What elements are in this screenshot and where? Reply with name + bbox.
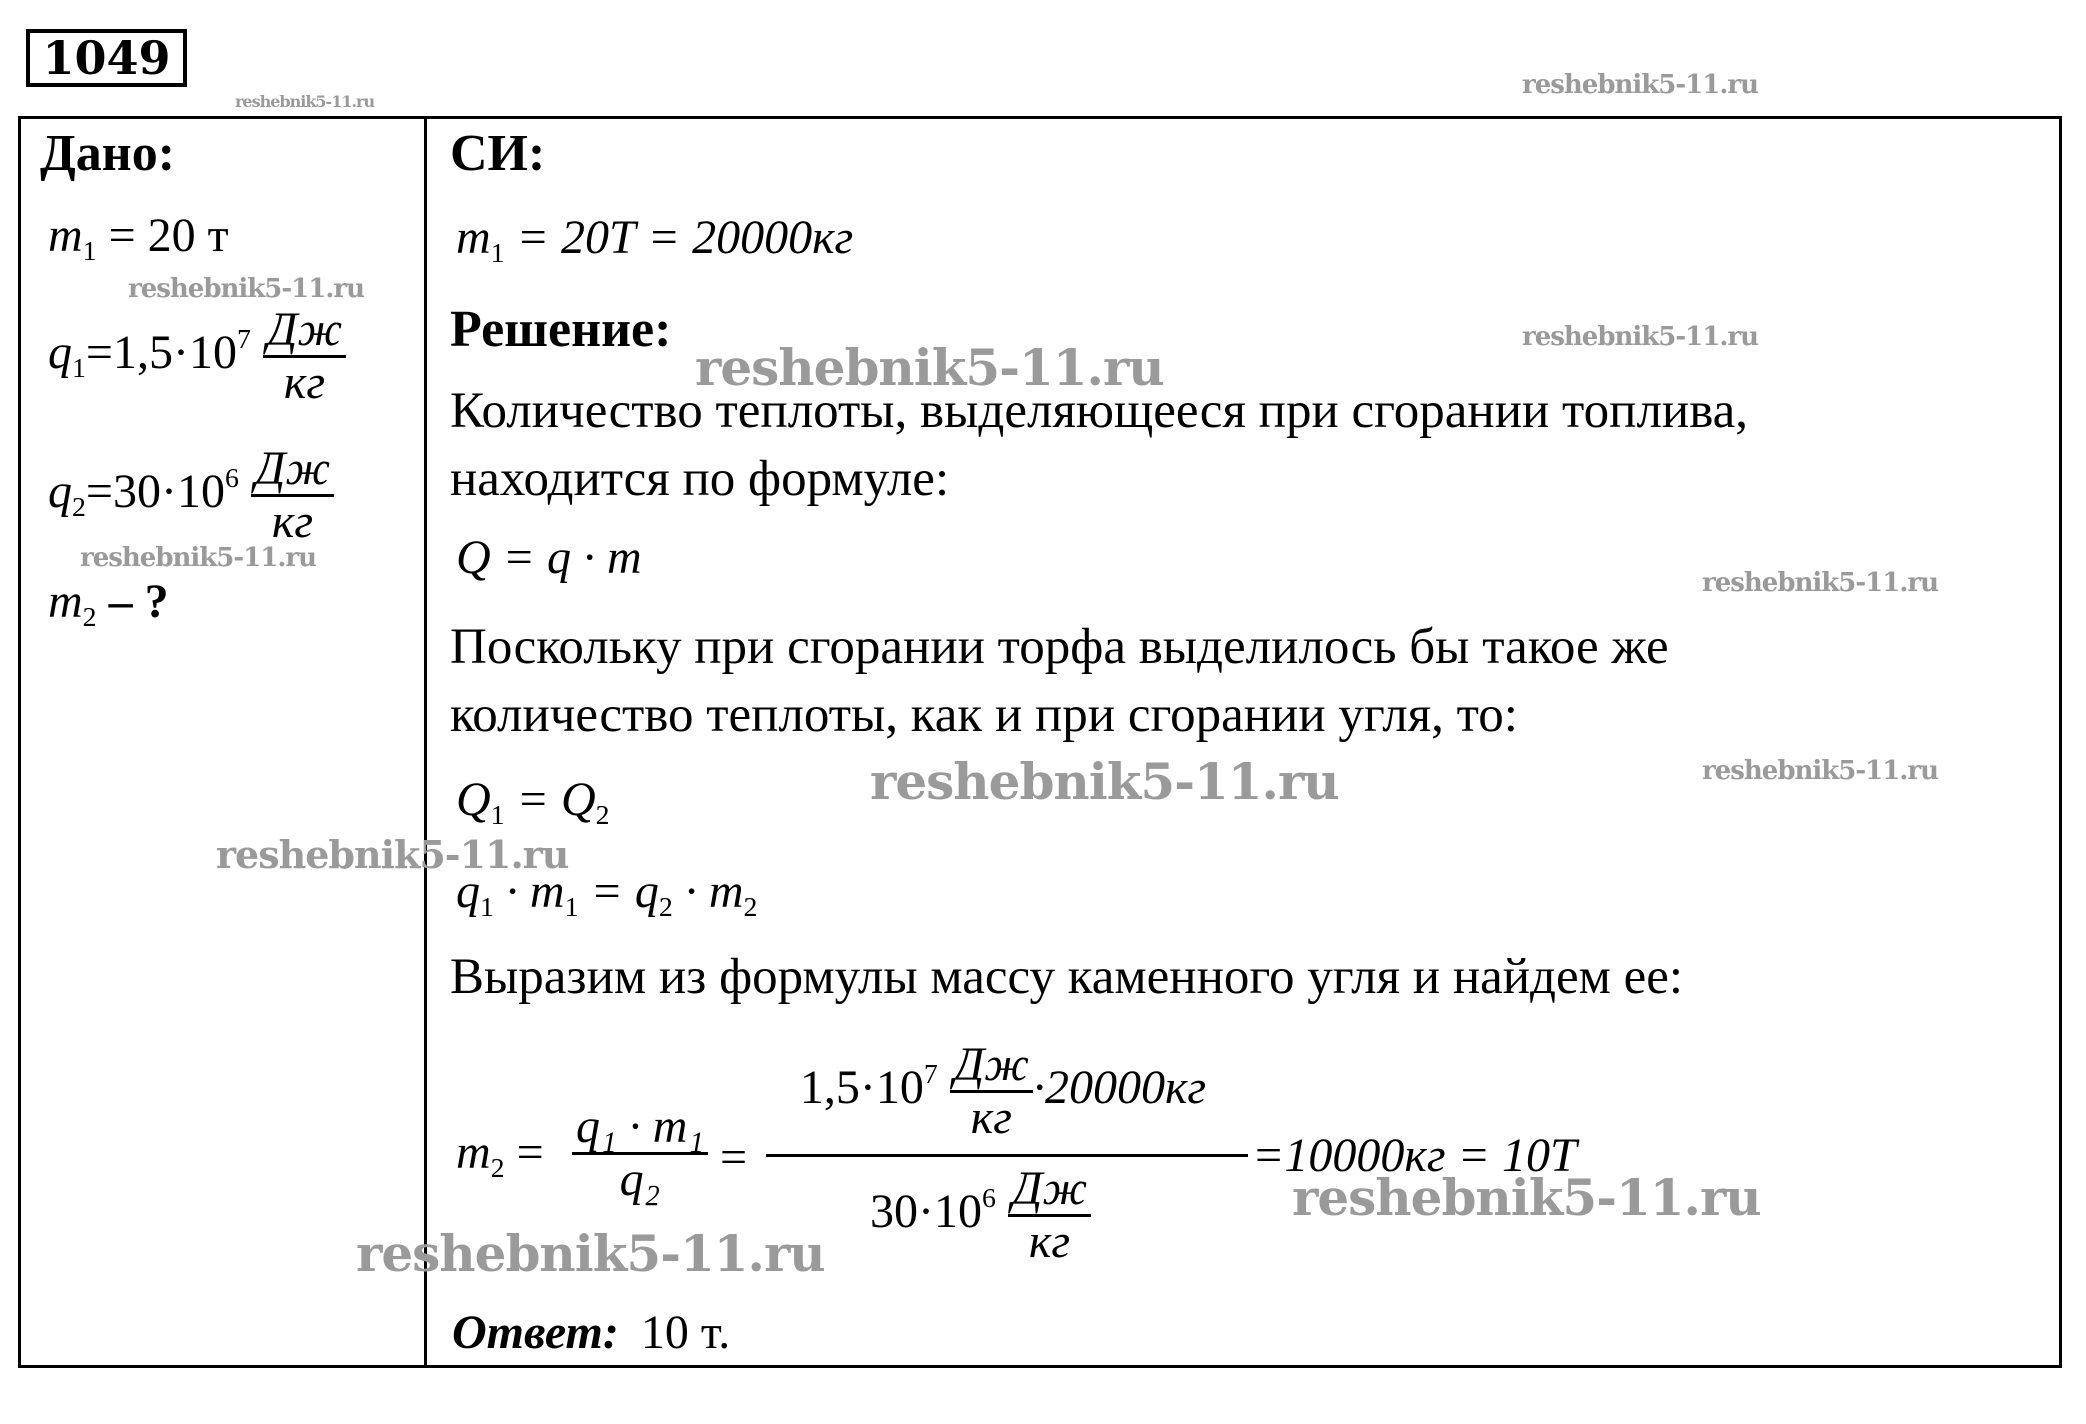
paragraph-1-line-2: находится по формуле: — [450, 451, 950, 507]
formula-balance: $q_1 \cdot m_1 = q_2 \cdot m_2$ — [456, 865, 758, 923]
watermark: reshebnik5-11.ru — [216, 832, 569, 877]
final-big-denominator: $30\cdot 10^6$ $\frac{Дж}{кг}$ — [870, 1164, 1091, 1268]
final-eq-2: = — [720, 1131, 748, 1184]
watermark: reshebnik5-11.ru — [1702, 568, 1939, 598]
watermark: reshebnik5-11.ru — [1292, 1168, 1761, 1227]
problem-number: 1049 — [26, 29, 187, 87]
si-header: СИ: — [450, 125, 546, 182]
column-divider — [424, 116, 427, 1368]
given-q2: $q_2=30\cdot 10^6$ $\frac{Дж}{кг}$ — [48, 444, 334, 548]
formula-q1-eq-q2: $Q_1 = Q_2$ — [456, 773, 610, 831]
watermark: reshebnik5-11.ru — [356, 1224, 825, 1283]
final-big-fraction-bar — [766, 1154, 1248, 1157]
watermark: reshebnik5-11.ru — [870, 752, 1339, 811]
paragraph-2-line-2: количество теплоты, как и при сгорании угля, то: — [450, 687, 1518, 743]
final-fraction-1: $\frac{\text{q₁ · m₁}}{\text{q₂}}$ — [572, 1102, 708, 1206]
solution-header: Решение: — [450, 301, 672, 358]
given-q1: $q_1=1,5\cdot 10^7$ $\frac{Дж}{кг}$ — [48, 305, 346, 409]
paragraph-2-line-1: Поскольку при сгорании торфа выделилось бы такое же — [450, 619, 1669, 675]
final-big-numerator: $1,5\cdot 10^7$ $\frac{Дж}{кг}$ ·20000кг — [799, 1038, 1207, 1145]
watermark: reshebnik5-11.ru — [128, 274, 365, 304]
paragraph-3: Выразим из формулы массу каменного угля и найдем ее: — [450, 949, 1684, 1005]
answer: Ответ: 10 т. — [452, 1306, 731, 1359]
given-m2-unknown: $m_2$ – ? — [48, 575, 169, 633]
formula-heat: Q = q · m — [456, 531, 642, 584]
given-header: Дано: — [40, 125, 176, 182]
paragraph-1-line-1: Количество теплоты, выделяющееся при сгорании топлива, — [450, 383, 1748, 439]
watermark: reshebnik5-11.ru — [1522, 322, 1759, 352]
watermark: reshebnik5-11.ru — [80, 543, 317, 573]
si-m1: $m_1 = 20Т = 20000кг$ — [456, 211, 854, 269]
final-result: =10000кг = 10Т — [1252, 1129, 1577, 1182]
watermark: reshebnik5-11.ru — [235, 92, 375, 111]
watermark: reshebnik5-11.ru — [695, 338, 1164, 397]
watermark: reshebnik5-11.ru — [1522, 70, 1759, 100]
given-m1: $m_1 = 20$ т — [48, 209, 229, 267]
final-lhs: $m_2$ = — [456, 1126, 544, 1184]
watermark: reshebnik5-11.ru — [1702, 756, 1939, 786]
